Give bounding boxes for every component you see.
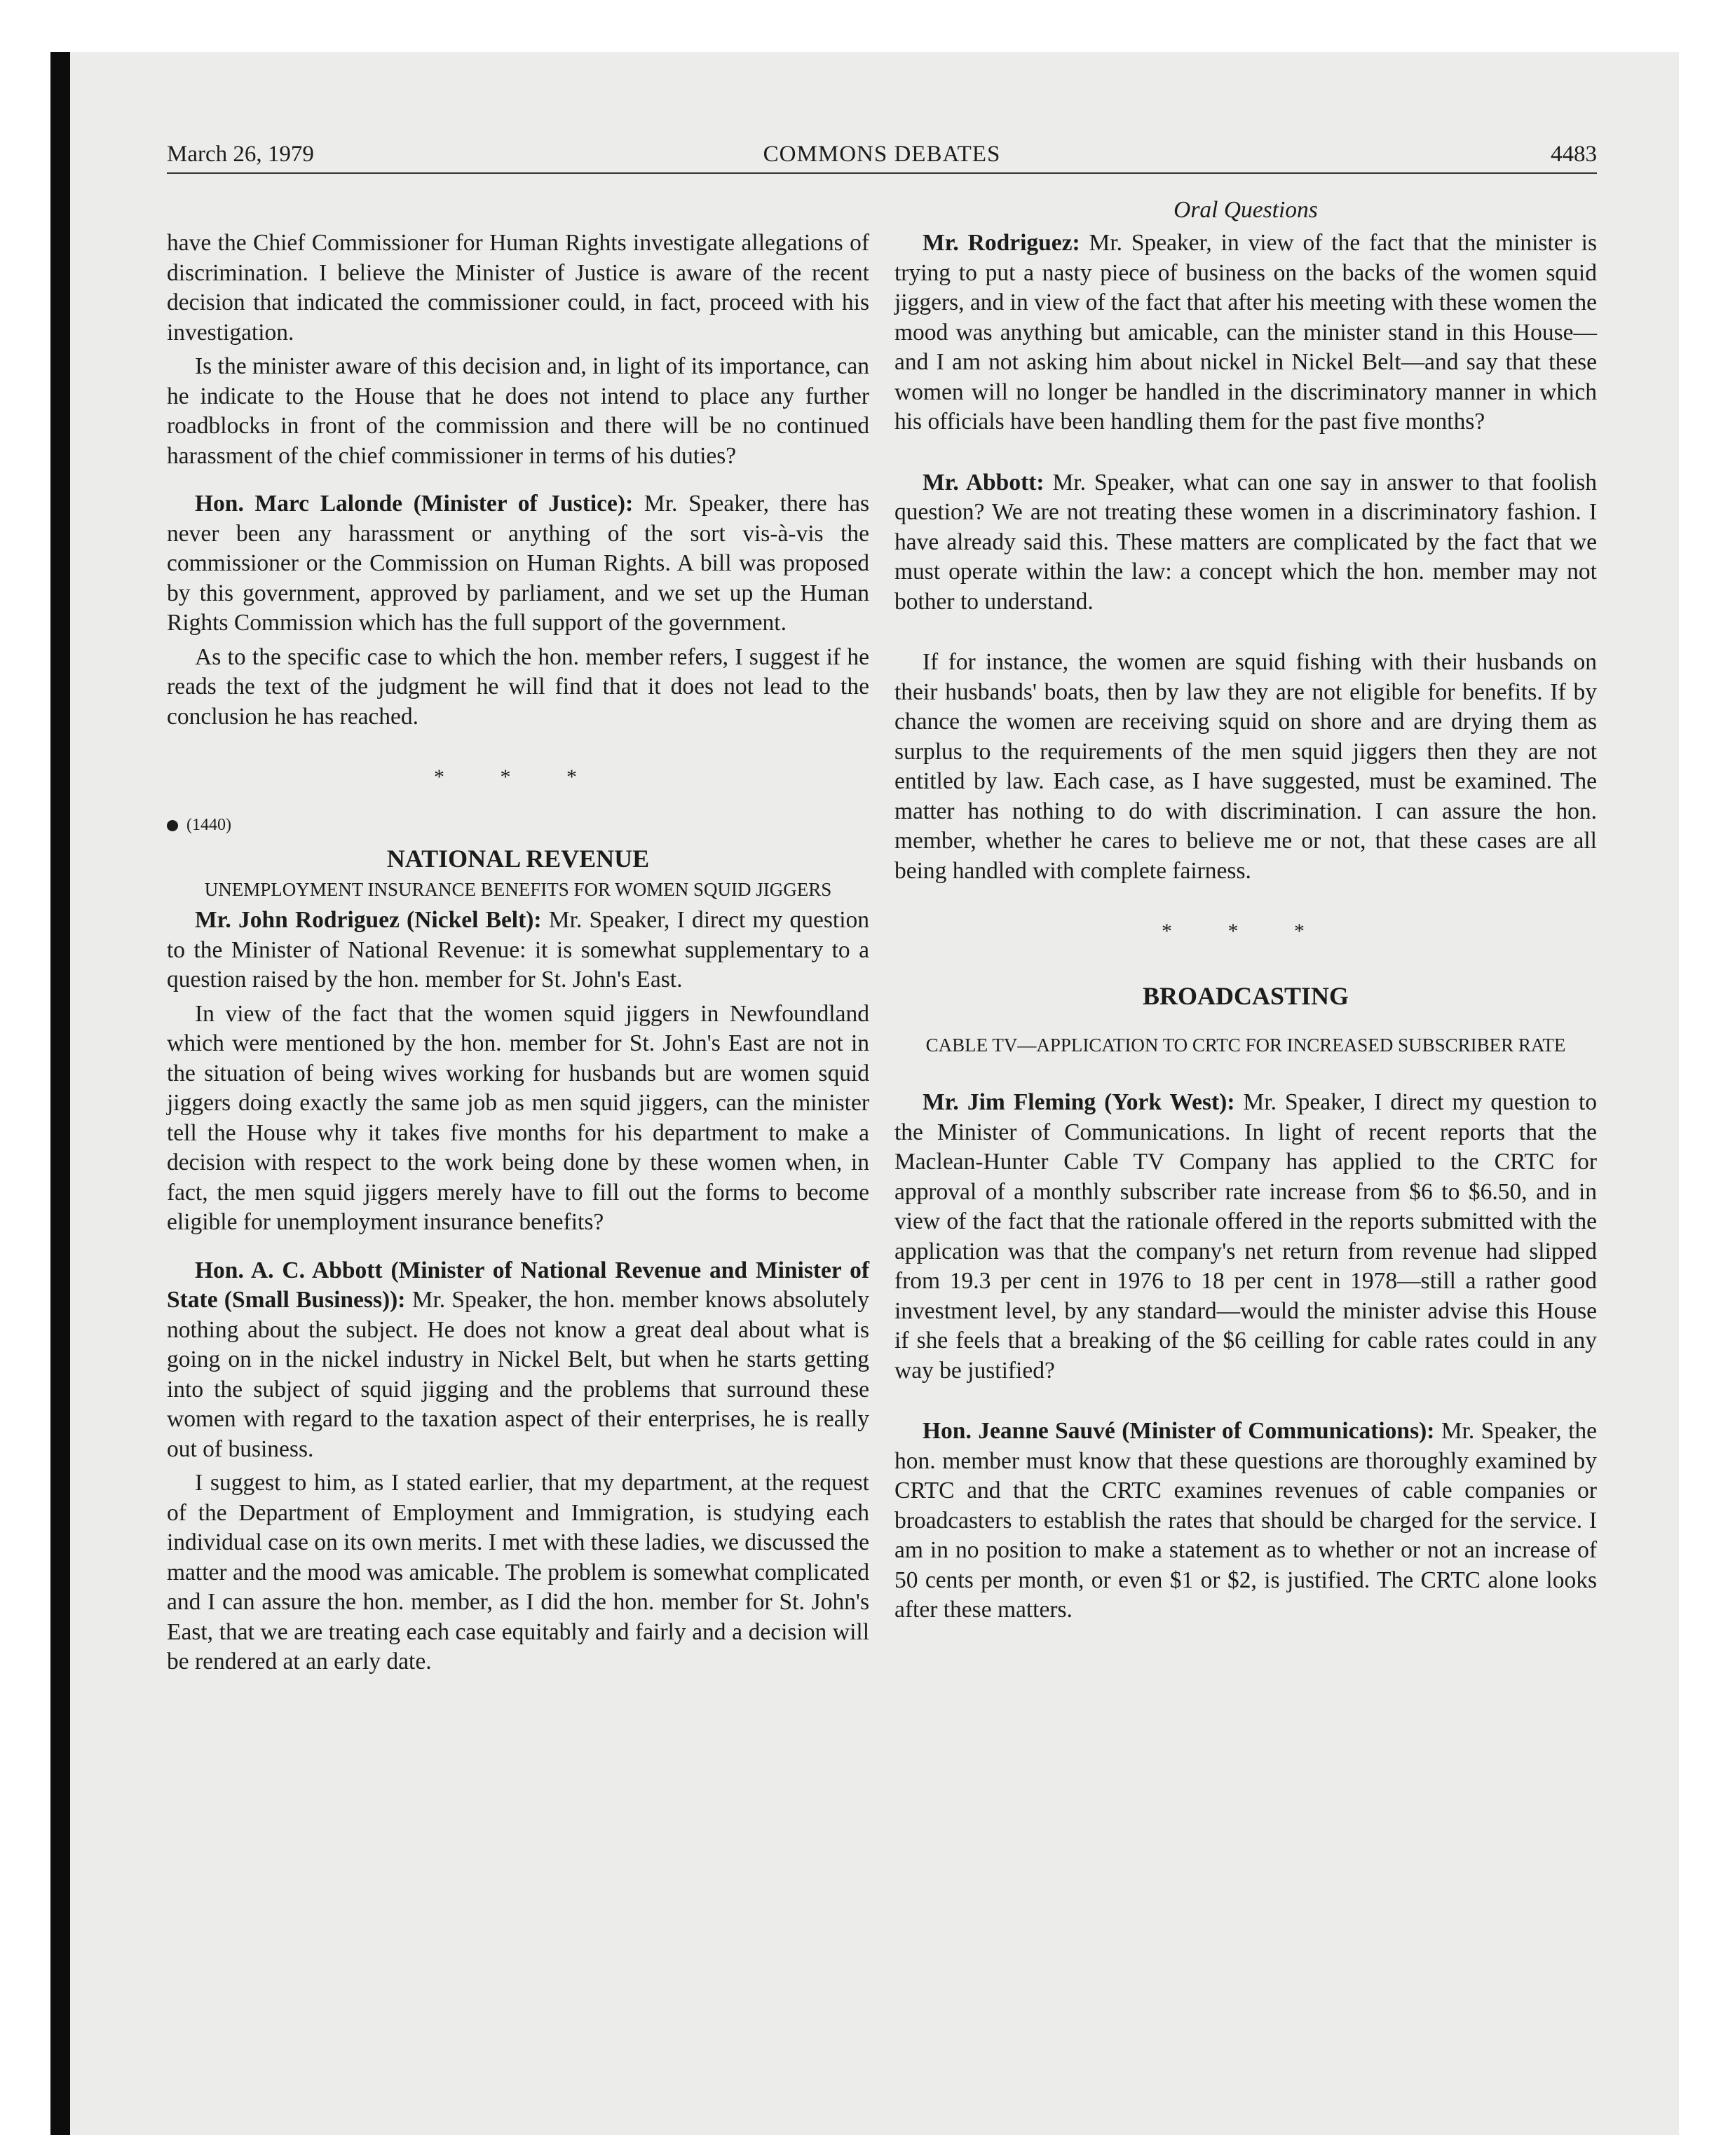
scan-edge-shadow bbox=[50, 52, 70, 2135]
column-rubric: Oral Questions bbox=[1173, 197, 1318, 223]
speaker-name: Mr. Jim Fleming (York West): bbox=[923, 1089, 1235, 1115]
speech-text: Mr. Speaker, I direct my question to the Minister of Communications. In light of recent reports that the Maclean-Hunter Cable TV Company has applied to the CRTC for approval of a monthly subscriber rate increase from $6 to $6.50, and in view of the fact that the rationale offered in the reports submitted with the application was that the company's net return from revenue had slipped from 19.3 per cent in 1976 to 18 per cent in 1978—still a rather good investment level, by any standard—would the minister advise this House if she feels that a breaking of the $6 ceilling for cable rates could in any way be justified? bbox=[894, 1089, 1597, 1384]
section-heading: BROADCASTING bbox=[1142, 982, 1349, 1010]
section-separator: * * * bbox=[434, 765, 602, 789]
right-column bbox=[894, 195, 1597, 1625]
paragraph: have the Chief Commissioner for Human Rights investigate allegations of discrimination. I believe the Minister of Justice is aware of the recent decision that indicated the commissioner could, in fact, proceed with his investigation. bbox=[167, 230, 869, 346]
speech-paragraph bbox=[894, 1417, 1597, 1625]
paragraph: Is the minister aware of this decision and, in light of its importance, can he indicate to the House that he does not intend to place any further roadblocks in front of the commission and there will be no continued harassment of the chief commissioner in terms of his duties? bbox=[167, 353, 869, 469]
speaker-name: Mr. Rodriguez: bbox=[923, 230, 1080, 256]
left-column bbox=[167, 228, 869, 1677]
section-separator: * * * bbox=[1162, 920, 1330, 943]
header-page-number: 4483 bbox=[1551, 142, 1597, 167]
bullet-icon bbox=[167, 820, 178, 831]
speech-paragraph bbox=[167, 1256, 869, 1465]
speaker-name: Hon. A. C. Abbott (Minister of National Revenue and Minister of State (Small Business)): bbox=[167, 1257, 869, 1313]
header-title: COMMONS DEBATES bbox=[763, 142, 1001, 167]
hansard-page bbox=[167, 140, 1597, 2075]
paragraph: If for instance, the women are squid fishing with their husbands on their husbands' boats, then by law they are not eligible for benefits. If by chance the women are receiving squid on shore and are drying them as surplus to the requirements of the men squid jiggers then they are not entitled by law. Each case, as I have suggested, must be examined. The matter has nothing to do with discrimination. I can assure the hon. member, whether he cares to believe me or not, that these cases are all being handled with complete fairness. bbox=[894, 649, 1597, 884]
speech-text: Mr. Speaker, what can one say in answer to that foolish question? We are not treating these women in a discriminatory fashion. I have already said this. These matters are complicated by the fact that we must operate within the law: a concept which the hon. member may not bother to understand. bbox=[894, 469, 1597, 615]
paragraph: In view of the fact that the women squid jiggers in Newfoundland which were mentioned by the hon. member for St. John's East are not in the situation of being wives working for husbands but are women squid jiggers doing exactly the same job as men squid jiggers, can the minister tell the House why it takes five months for his department to make a decision with respect to the work being done by these women when, in fact, the men squid jiggers merely have to fill out the forms to become eligible for unemployment insurance benefits? bbox=[167, 1000, 869, 1235]
time-marker bbox=[167, 810, 869, 840]
speech-text: Mr. Speaker, the hon. member must know that these questions are thoroughly examined by CRTC and that the CRTC examines revenues of cable companies or broadcasters to establish the rates that should be charged for the service. I am in no position to make a statement as to whether or not an increase of 50 cents per month, or even $1 or $2, is justified. The CRTC alone looks after these matters. bbox=[894, 1418, 1597, 1623]
speech-text: Mr. Speaker, in view of the fact that the minister is trying to put a nasty piece of business on the backs of the women squid jiggers, and in view of the fact that after his meeting with these women the mood was anything but amicable, can the minister stand in this House—and I am not asking him about nickel in Nickel Belt—and say that these women will no longer be handled in the discriminatory manner in which his officials have been handling them for the past five months? bbox=[894, 230, 1597, 435]
time-marker-text: (1440) bbox=[186, 816, 231, 834]
speaker-name: Hon. Marc Lalonde (Minister of Justice): bbox=[195, 491, 634, 517]
paragraph: As to the specific case to which the hon. member refers, I suggest if he reads the text of the judgment he will find that it does not lead to the conclusion he has reached. bbox=[167, 643, 869, 730]
subsection-heading: CABLE TV—APPLICATION TO CRTC FOR INCREASED SUBSCRIBER RATE bbox=[925, 1035, 1566, 1056]
speaker-name: Hon. Jeanne Sauvé (Minister of Communications): bbox=[923, 1418, 1435, 1444]
speech-text: Mr. Speaker, the hon. member knows absolutely nothing about the subject. He does not know a great deal about what is going on in the nickel industry in Nickel Belt, but when he starts getting into the subject of squid jigging and the problems that surround these women with regard to the taxation aspect of their enterprises, he is really out of business. bbox=[167, 1287, 869, 1462]
speech-paragraph bbox=[167, 489, 869, 639]
speech-paragraph bbox=[894, 1088, 1597, 1386]
speech-paragraph bbox=[894, 468, 1597, 618]
speech-text: Mr. Speaker, there has never been any harassment or anything of the sort vis-à-vis the commissioner or the Commission on Human Rights. A bill was proposed by this government, approved by parliament, and we set up the Human Rights Commission which has the full support of the government. bbox=[167, 491, 869, 636]
section-heading: NATIONAL REVENUE bbox=[386, 845, 650, 873]
subsection-heading: UNEMPLOYMENT INSURANCE BENEFITS FOR WOMEN SQUID JIGGERS bbox=[204, 879, 832, 900]
speaker-name: Mr. Abbott: bbox=[923, 469, 1045, 496]
speech-paragraph bbox=[894, 228, 1597, 437]
running-header bbox=[167, 140, 1597, 174]
header-date: March 26, 1979 bbox=[167, 142, 314, 167]
speaker-name: Mr. John Rodriguez (Nickel Belt): bbox=[195, 907, 542, 933]
paragraph: I suggest to him, as I stated earlier, that my department, at the request of the Department of Employment and Immigration, is studying each individual case on its own merits. I met with these ladies, we discussed the matter and the mood was amicable. The problem is somewhat complicated and I can assure the hon. member, as I did the hon. member for St. John's East, that we are treating each case equitably and fairly and a decision will be rendered at an early date. bbox=[167, 1470, 870, 1674]
speech-text: Mr. Speaker, I direct my question to the Minister of National Revenue: it is somewhat supplementary to a question raised by the hon. member for St. John's East. bbox=[167, 907, 869, 992]
speech-paragraph bbox=[167, 906, 869, 995]
